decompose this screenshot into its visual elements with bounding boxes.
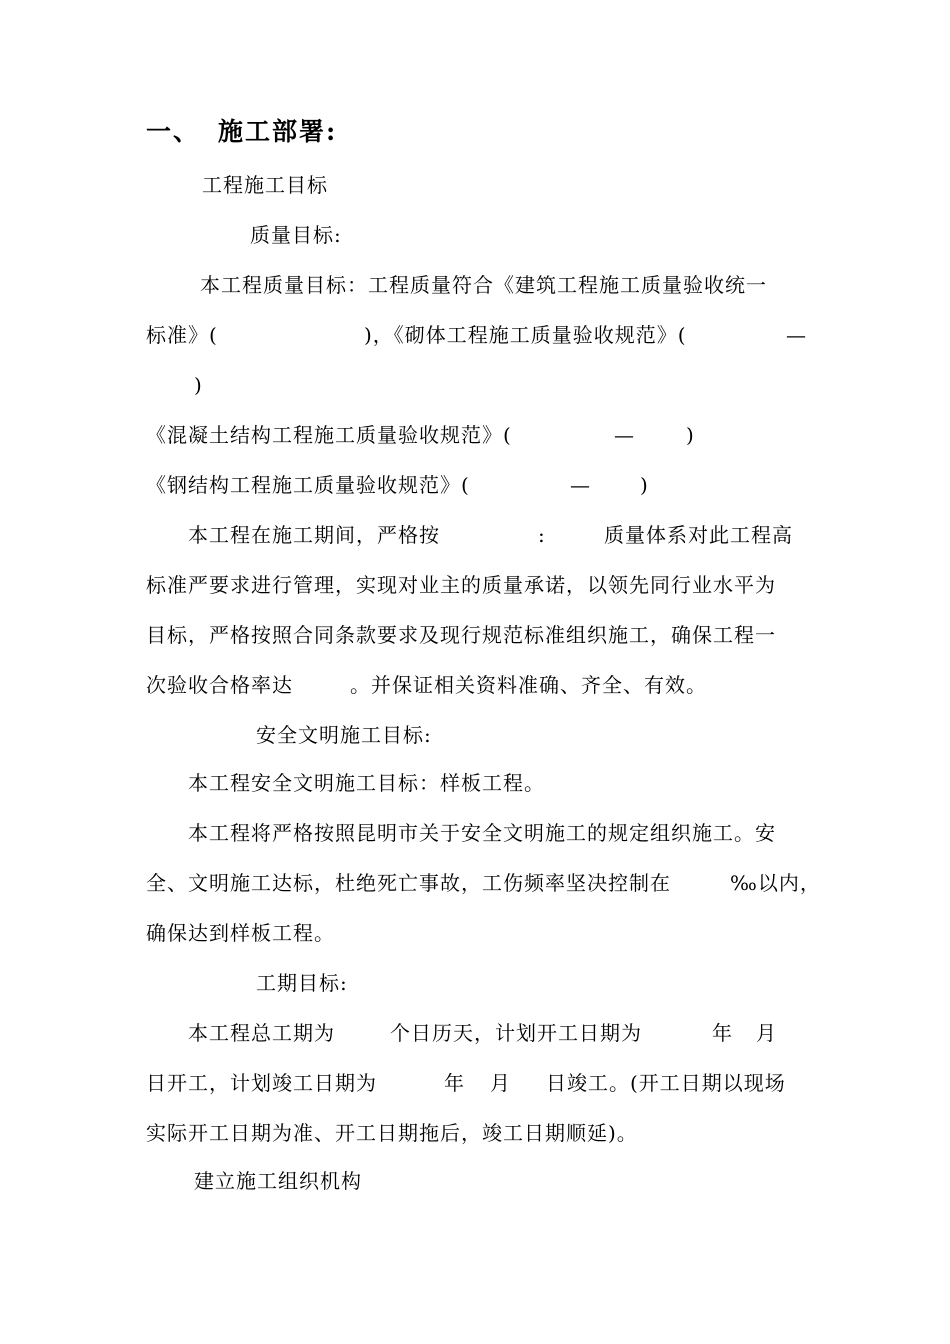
schedule-line2d: 日竣工。(开工日期以现场	[546, 1071, 786, 1095]
quality-p2-line2: 标准严要求进行管理，实现对业主的质量承诺，以领先同行业水平为	[146, 573, 776, 597]
quality-line5b: —	[570, 473, 591, 497]
schedule-line1d: 月	[756, 1021, 777, 1045]
quality-p2-line4a: 次验收合格率达	[146, 673, 293, 697]
quality-line1: 本工程质量目标：工程质量符合《建筑工程施工质量验收统一	[200, 273, 767, 297]
schedule-title: 工期目标:	[256, 971, 348, 995]
schedule-line3: 实际开工日期为准、开工日期拖后，竣工日期顺延)。	[146, 1121, 638, 1145]
quality-p2-line1c: 质量体系对此工程高	[604, 523, 793, 547]
quality-title: 质量目标:	[250, 223, 342, 247]
quality-line5a: 《钢结构工程施工质量验收规范》(	[146, 473, 470, 497]
quality-p2-line1b: :	[538, 523, 546, 547]
schedule-line2b: 年	[444, 1071, 465, 1095]
quality-line4c: )	[686, 423, 695, 447]
quality-p2-line1a: 本工程在施工期间，严格按	[188, 523, 440, 547]
quality-p2-line4b: 。并保证相关资料准确、齐全、有效。	[350, 673, 707, 697]
schedule-line2c: 月	[490, 1071, 511, 1095]
quality-line2b: )，《砌体工程施工质量验收规范》(	[364, 323, 687, 347]
safety-p2-line2a: 全、文明施工达标，杜绝死亡事故，工伤频率坚决控制在	[146, 871, 671, 895]
section-org: 建立施工组织机构	[194, 1169, 362, 1193]
quality-line4a: 《混凝土结构工程施工质量验收规范》(	[146, 423, 512, 447]
heading-number: 一、	[146, 117, 201, 146]
schedule-line1b: 个日历天，计划开工日期为	[390, 1021, 642, 1045]
schedule-line2a: 日开工，计划竣工日期为	[146, 1071, 377, 1095]
safety-title: 安全文明施工目标:	[256, 723, 432, 747]
safety-p2-line2b: ‰以内，	[730, 871, 821, 895]
quality-line2c: —	[786, 323, 807, 347]
quality-line5c: )	[640, 473, 649, 497]
schedule-line1c: 年	[712, 1021, 733, 1045]
safety-p2-line1: 本工程将严格按照昆明市关于安全文明施工的规定组织施工。安	[188, 821, 776, 845]
quality-line4b: —	[614, 423, 635, 447]
section-goal: 工程施工目标	[202, 173, 328, 197]
safety-line1: 本工程安全文明施工目标：样板工程。	[188, 771, 545, 795]
schedule-line1a: 本工程总工期为	[188, 1021, 335, 1045]
quality-p2-line3: 目标，严格按照合同条款要求及现行规范标准组织施工，确保工程一	[146, 623, 776, 647]
quality-line2a: 标准》(	[146, 323, 218, 347]
heading-title: 施工部署:	[218, 117, 338, 146]
safety-p2-line3: 确保达到样板工程。	[146, 921, 335, 945]
quality-line3: )	[194, 373, 203, 397]
